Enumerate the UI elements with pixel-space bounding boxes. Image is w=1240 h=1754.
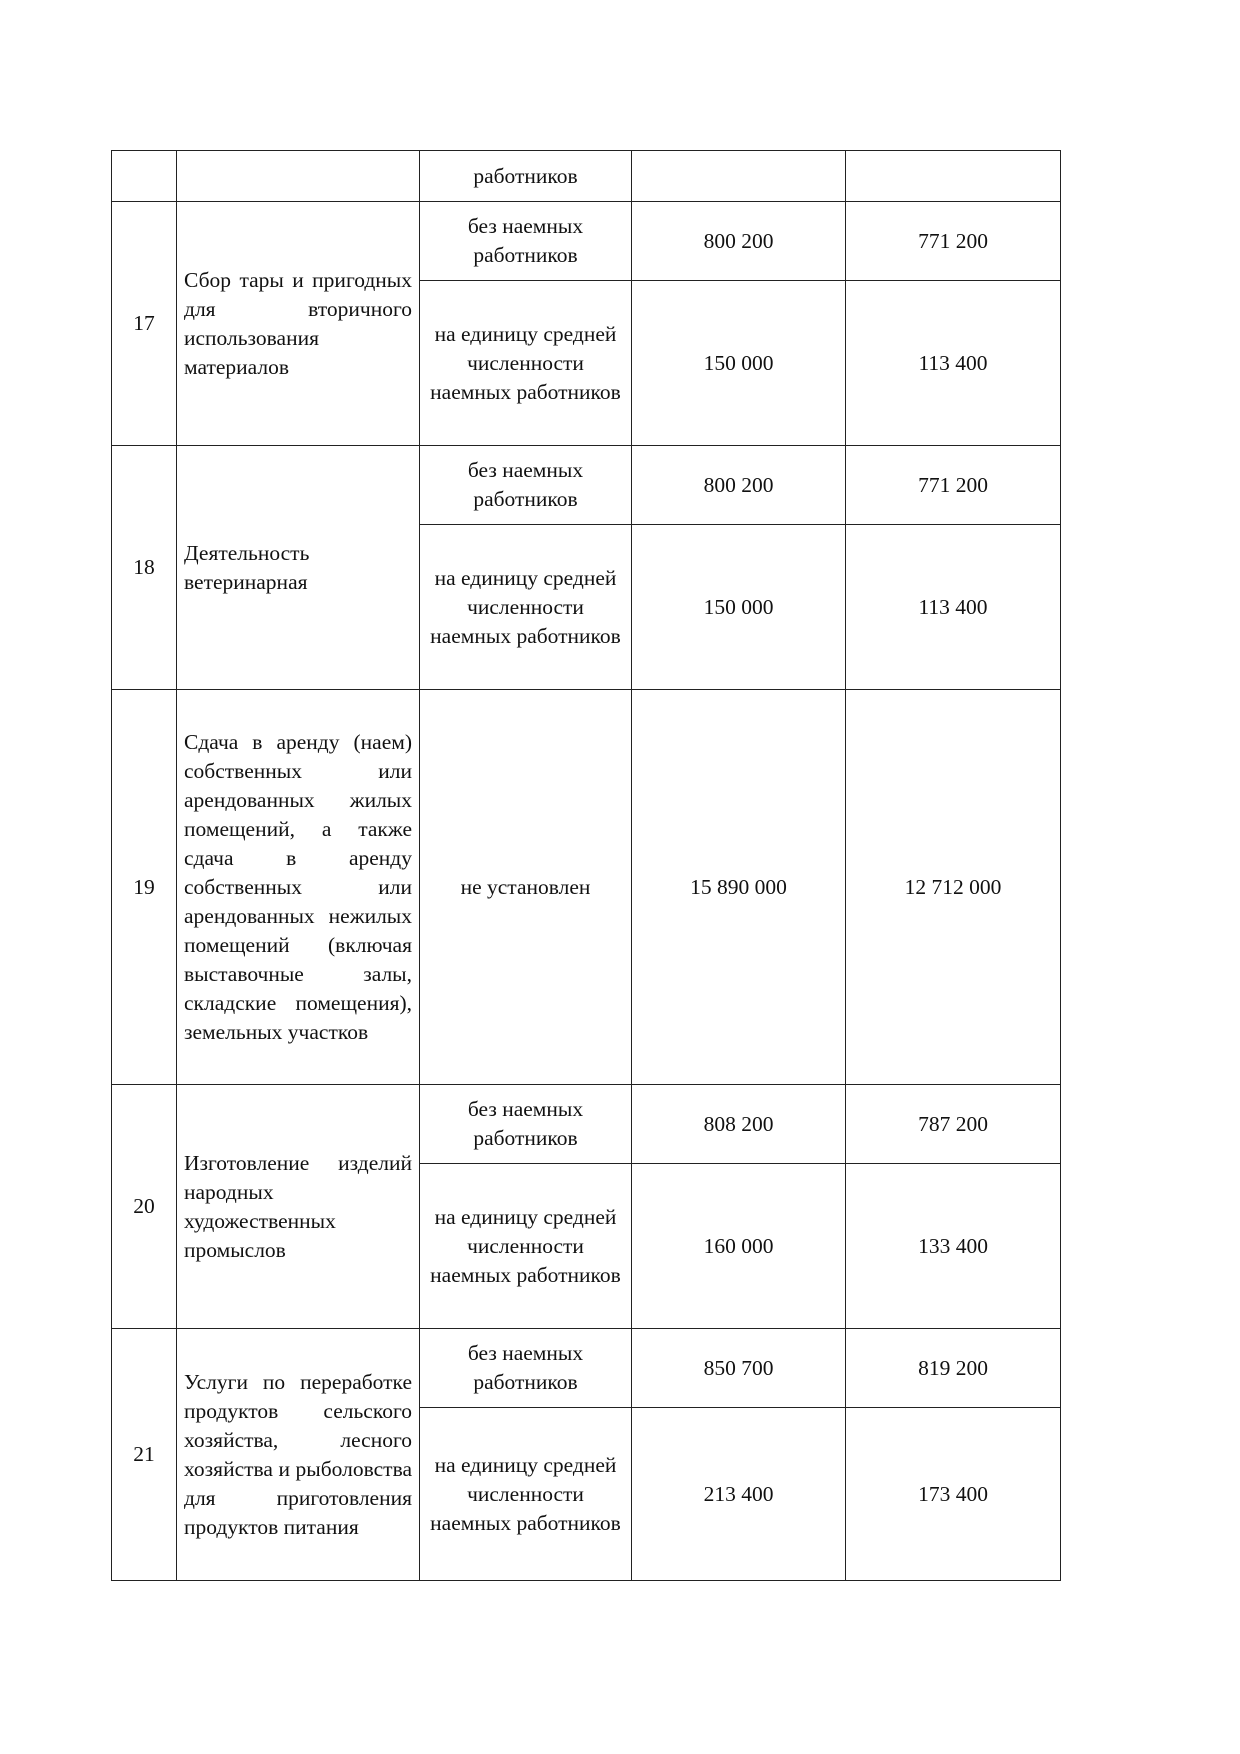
row-number-cell: 17	[112, 202, 177, 446]
activity-name-cell: Сбор тары и пригодных для вторичного использования материалов	[177, 202, 420, 446]
category-cell: на единицу средней численности наемных работников	[420, 1164, 632, 1329]
value-cell: 850 700	[632, 1329, 846, 1408]
value-cell: 150 000	[632, 281, 846, 446]
table-row	[112, 1329, 1061, 1408]
row-number-cell: 18	[112, 446, 177, 690]
category-cell: на единицу средней численности наемных работников	[420, 1408, 632, 1581]
category-cell: без наемных работников	[420, 202, 632, 281]
value-cell: 771 200	[846, 446, 1061, 525]
category-cell: без наемных работников	[420, 1329, 632, 1408]
activity-name-cell: Услуги по переработке продуктов сельского хозяйства, лесного хозяйства и рыболовства для приготовления продуктов питания	[177, 1329, 420, 1581]
table-row	[112, 446, 1061, 525]
value-cell: 787 200	[846, 1085, 1061, 1164]
value-cell: 150 000	[632, 525, 846, 690]
value-cell	[846, 151, 1061, 202]
value-cell: 133 400	[846, 1164, 1061, 1329]
value-cell: 12 712 000	[846, 690, 1061, 1085]
table-row	[112, 1085, 1061, 1164]
value-cell: 771 200	[846, 202, 1061, 281]
value-cell: 808 200	[632, 1085, 846, 1164]
value-cell: 800 200	[632, 202, 846, 281]
income-table	[111, 150, 1061, 1581]
table-row	[112, 202, 1061, 281]
value-cell: 213 400	[632, 1408, 846, 1581]
activity-name-cell	[177, 151, 420, 202]
value-cell: 819 200	[846, 1329, 1061, 1408]
category-cell: без наемных работников	[420, 1085, 632, 1164]
activity-name-cell: Изготовление изделий народных художественных промыслов	[177, 1085, 420, 1329]
value-cell: 113 400	[846, 281, 1061, 446]
value-cell: 160 000	[632, 1164, 846, 1329]
activity-name-cell: Сдача в аренду (наем) собственных или арендованных жилых помещений, а также сдача в аренду собственных или арендованных нежилых помещений (включая выставочные залы, складские помещения), земельных участков	[177, 690, 420, 1085]
row-number-cell: 20	[112, 1085, 177, 1329]
category-cell: работников	[420, 151, 632, 202]
category-cell: без наемных работников	[420, 446, 632, 525]
category-cell: на единицу средней численности наемных работников	[420, 281, 632, 446]
row-number-cell: 19	[112, 690, 177, 1085]
value-cell: 15 890 000	[632, 690, 846, 1085]
table-row	[112, 690, 1061, 1085]
activity-name-cell: Деятельность ветеринарная	[177, 446, 420, 690]
value-cell: 113 400	[846, 525, 1061, 690]
value-cell: 800 200	[632, 446, 846, 525]
value-cell: 173 400	[846, 1408, 1061, 1581]
category-cell: на единицу средней численности наемных работников	[420, 525, 632, 690]
value-cell	[632, 151, 846, 202]
category-cell: не установлен	[420, 690, 632, 1085]
table-row	[112, 151, 1061, 202]
row-number-cell: 21	[112, 1329, 177, 1581]
row-number-cell	[112, 151, 177, 202]
